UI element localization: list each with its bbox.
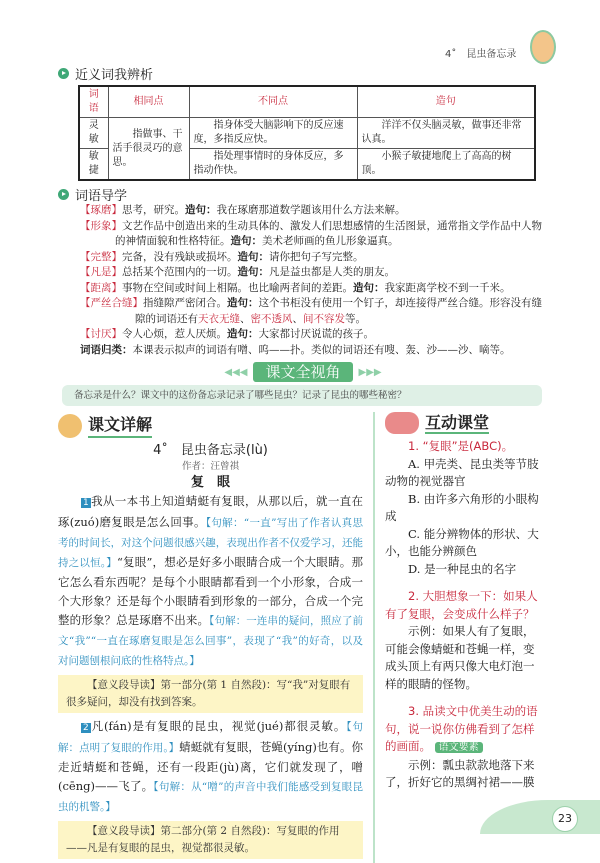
vocab-entry: 【完整】完备，没有残缺或损坏。造句：请你把句子写完整。	[80, 250, 364, 263]
word-classification: 词语归类：本课表示拟声的词语有噌、呜——扑。类似的词语还有嗖、轰、沙——沙、嘀等。	[80, 343, 511, 356]
option-b: B. 由许多六角形的小眼构成	[385, 491, 539, 523]
cell-sentence: 洋洋不仅头脑灵敏，做事还非常认真。	[357, 118, 535, 149]
right-arrows-icon: ▶▶▶	[358, 366, 382, 378]
section-banner: 课文全视角	[253, 362, 352, 382]
right-column	[385, 412, 540, 863]
two-columns	[58, 412, 548, 863]
section-vocab	[58, 185, 548, 203]
answer-3: 示例：瓢虫款款地落下来了，折好它的黑绸衬裙——膜	[385, 757, 535, 789]
synonym-table	[78, 85, 536, 181]
banner-row	[58, 361, 548, 383]
tag-badge: 语文要素	[435, 742, 483, 753]
play-bullet-icon	[58, 189, 69, 200]
vocab-entry: 【凡是】总括某个范围内的一切。造句：凡是益虫都是人类的朋友。	[80, 266, 395, 278]
paragraph-1: 1 我从一本书上知道蜻蜓有复眼，从那以后，就一直在琢(zuó)磨复眼是怎么回事。【句解：“一直”写出了作者认真思考的时间长，对这个问题很感兴趣，表现出作者不仅爱学习，还能持之以恒。】“复眼”，想必是好多小眼睛合成一个大眼睛。那它怎么看东西呢？是每个小眼睛都看到一个小形象，合成一个大形象？还是每个小眼睛看到形象的一部分，合成一个完整的形象？总是琢磨不出来。【句解：一连串的疑问，照应了前文“我”“一直在琢磨复眼是怎么回事”，表现了“我”的好奇，以及对问题刨根问底的性格特点。】	[58, 494, 364, 667]
vocab-entry: 【形象】文艺作品中创造出来的生动具体的、激发人们思想感情的生活图景，通常指文学作品中人物的神情面貌和性格特征。造句：美术老师画的鱼儿形象逼真。	[80, 219, 542, 247]
guiding-question: 备忘录是什么？课文中的这份备忘录记录了哪些昆虫？记录了昆虫的哪些秘密？	[62, 385, 542, 406]
heading-text: 课文详解	[88, 412, 152, 438]
col-header: 不同点	[189, 86, 357, 118]
vocab-entry: 【严丝合缝】指缝隙严密闭合。造句：这个书柜没有使用一个钉子，却连接得严丝合缝。形容没有缝隙的词语还有天衣无缝、密不透风、间不容发等。	[80, 297, 542, 325]
page-content	[58, 64, 548, 863]
column-divider	[373, 412, 375, 863]
heading-text: 互动课堂	[425, 414, 489, 435]
col-header: 相同点	[108, 86, 189, 118]
cell-word: 灵敏	[79, 118, 108, 149]
section-title: 近义词我辨析	[75, 67, 154, 83]
subtitle: 复 眼	[190, 475, 230, 490]
vocab-entry: 【距离】事物在空间或时间上相隔。也比喻两者间的差距。造句：我家距离学校不到一千米。	[80, 281, 511, 294]
section-synonyms	[58, 64, 548, 82]
mascot-illustration	[530, 30, 556, 64]
question-3: 3. 品读文中优美生动的语句，说一说你仿佛看到了怎样的画面。 语文要素	[385, 704, 538, 753]
cell-same: 指做事、干活手很灵巧的意思。	[108, 118, 189, 181]
cell-word: 敏捷	[79, 149, 108, 181]
mascot-icon	[385, 412, 419, 434]
option-d: D. 是一种昆虫的名字	[408, 561, 517, 576]
cell-sentence: 小猴子敏捷地爬上了高高的树顶。	[357, 149, 535, 181]
option-c: C. 能分辨物体的形状、大小，也能分辨颜色	[385, 526, 539, 558]
play-bullet-icon	[58, 68, 69, 79]
cell-diff: 指身体受大脑影响下的反应速度，多指反应快。	[189, 118, 357, 149]
page-number: 23	[552, 806, 578, 832]
left-arrows-icon: ◀◀◀	[224, 366, 248, 378]
left-column	[58, 412, 363, 863]
vocab-list	[58, 203, 548, 358]
section-title: 词语导学	[75, 188, 128, 204]
paragraph-2: 2 凡(fán)是有复眼的昆虫，视觉(jué)都很灵敏。【句解：点明了复眼的作用。】蜻蜓就有复眼，苍蝇(yíng)也有。你走近蜻蜓和苍蝇，还有一段距(jù)离，它们就发现了，噌(cēng)——飞了。【句解：从“噌”的声音中我们能感受到复眼昆虫的机警。】	[58, 719, 364, 813]
col-header: 造句	[357, 86, 535, 118]
author: 作者：汪曾祺	[181, 461, 239, 472]
answer-2: 示例：如果人有了复眼，可能会像蜻蜓和苍蝇一样，变成头顶上有两只像大电灯泡一样的眼睛的怪物。	[385, 624, 535, 691]
vocab-entry: 【讨厌】令人心烦，惹人厌烦。造句：大家都讨厌说谎的孩子。	[80, 328, 374, 340]
question-1: 1. “复眼”是(ABC)。	[408, 439, 514, 453]
question-2: 2. 大胆想象一下：如果人有了复眼，会变成什么样子？	[385, 589, 538, 621]
cell-diff: 指处理事情时的身体反应，多指动作快。	[189, 149, 357, 181]
option-a: A. 甲壳类、昆虫类等节肢动物的视觉器官	[385, 456, 539, 488]
lesson-title: 4˚ 昆虫备忘录(lù)	[153, 443, 268, 458]
guide-box-2: 【意义段导读】第二部分(第 2 自然段)：写复眼的作用——凡是有复眼的昆虫，视觉都很灵敏。	[58, 821, 363, 859]
guide-box-1: 【意义段导读】第一部分(第 1 自然段)：写“我”对复眼有很多疑问，却没有找到答案。	[58, 675, 363, 713]
right-heading	[385, 412, 540, 434]
left-heading	[58, 412, 363, 438]
vocab-entry: 【琢磨】思考，研究。造句：我在琢磨那道数学题该用什么方法来解。	[80, 204, 406, 216]
running-header: 4˚ 昆虫备忘录	[445, 49, 517, 60]
mascot-icon	[58, 414, 82, 438]
col-header: 词语	[79, 86, 108, 118]
